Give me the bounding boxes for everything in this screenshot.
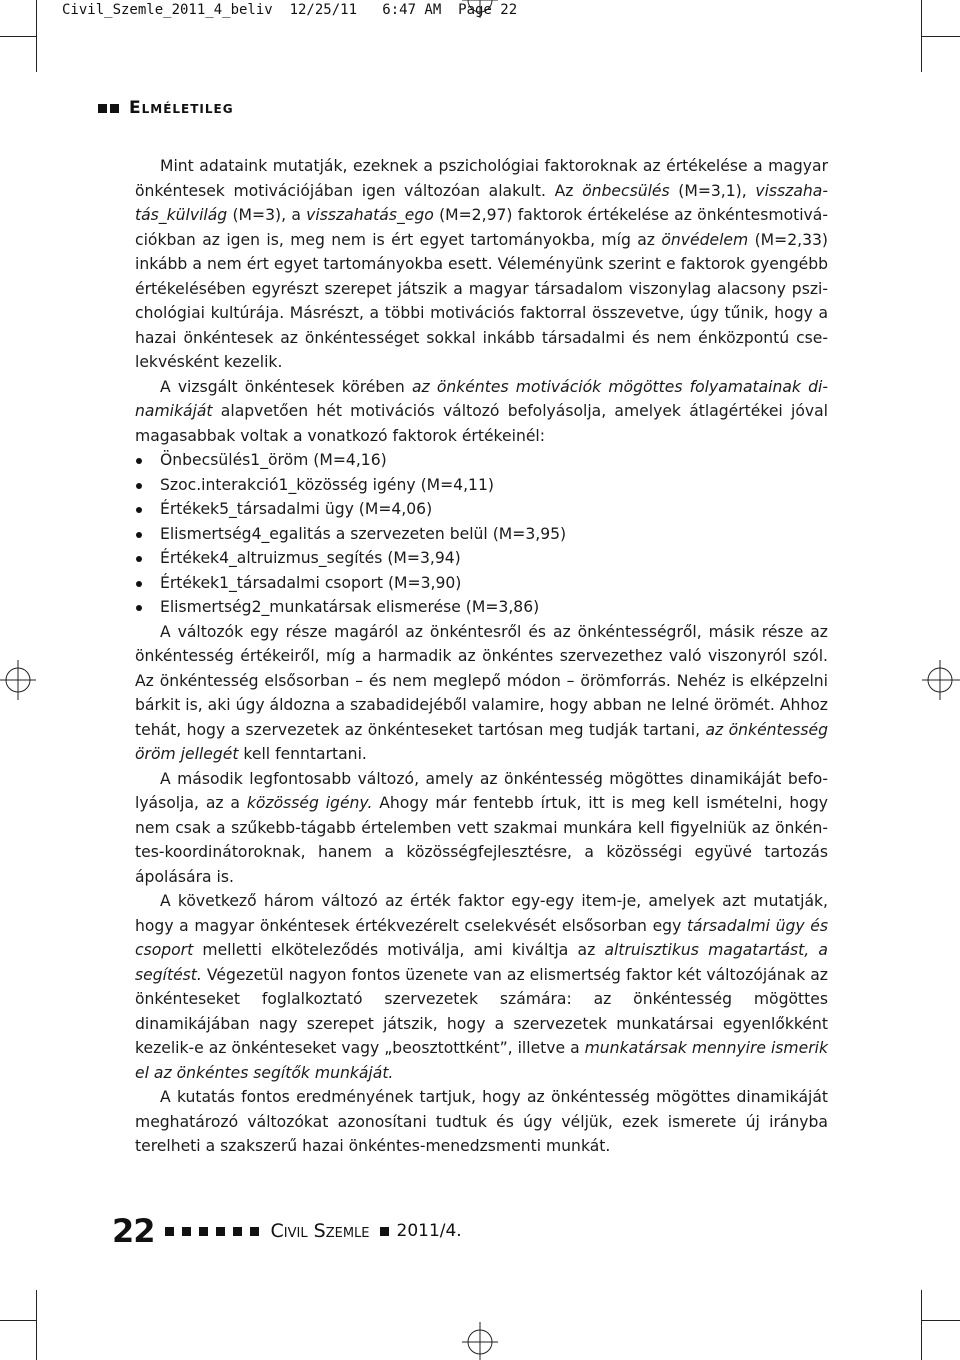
emphasized-text: önvédelem — [661, 230, 749, 249]
bullet-item: Értékek5_társadalmi ügy (M=4,06) — [135, 497, 828, 522]
text-run: (M=2,33) inkább a nem ért egyet tartományokba esett. Véleményünk szerint e faktorok gyengébb értékelésében egyrészt szerepet játszik a magyar társadalom viszonylag alacsony pszichológiai kultúrája. Másrészt, a többi motivációs faktorral összevetve, úgy tűnik, hogy a hazai önkéntesek az önkéntességet sokkal inkább társadalmi és nem énközpontú cselekvésként kezelik. — [135, 230, 828, 371]
text-run: Végezetül nagyon fontos üzenete van az elismertség faktor két változójának az önkénteseket foglalkoztató szervezetek számára: az önkéntesség mögöttes dinamikájában nagy szerepet játszik, hogy a szervezetek munkatársai egyenlőkként kezelik-e az önkénteseket vagy „beosztottként”, illetve a — [135, 965, 828, 1057]
text-run: melletti elköteleződés motiválja, ami kiváltja az — [193, 941, 605, 959]
text-run: (M=3), a — [227, 206, 307, 224]
text-run: A következő három változó az érték faktor egy-egy item-je, amelyek azt mutatják, hogy a magyar önkéntesek értékvezérelt cselekvését elsősorban egy — [135, 892, 828, 935]
bullet-item: Elismertség2_munkatársak elismerése (M=3,86) — [135, 595, 828, 620]
crop-mark-bottom-left-horizontal — [0, 1320, 36, 1321]
paragraph — [135, 154, 828, 375]
bullet-list — [135, 448, 828, 620]
header-square-icon — [110, 104, 119, 113]
section-title: Elméletileg — [129, 98, 234, 118]
crop-mark-bottom-right-horizontal — [922, 1320, 960, 1321]
text-run: Ahogy már fentebb írtuk, itt is meg kell ismételni, hogy nem csak a szűkebb-tágabb értelemben vett szakmai munkára kell figyelniük az önkéntes-koordinátoroknak, hanem a közösségfejlesztésre, a közösségi együvé tartozás ápolására is. — [135, 794, 828, 886]
text-run: (M=3,1), — [669, 181, 756, 200]
article-body — [135, 154, 828, 1159]
text-run: (M=2,97) faktorok értékelése az önkéntesmotivációkban az igen is, meg nem is ért egyet tartományokba, míg az — [135, 206, 828, 249]
section-header — [98, 98, 234, 118]
footer-square-icon — [250, 1227, 259, 1236]
footer-square-icon — [216, 1227, 225, 1236]
journal-name: Civil Szemle — [270, 1220, 370, 1242]
crop-mark-bottom-left-vertical — [36, 1290, 37, 1360]
paragraph — [135, 767, 828, 890]
footer-square-icon — [165, 1227, 174, 1236]
paragraphs-before-list — [135, 154, 828, 448]
bullet-item: Elismertség4_egalitás a szervezeten belül (M=3,95) — [135, 522, 828, 547]
crop-mark-top-left-vertical — [36, 0, 37, 72]
bullet-item: Önbecsülés1_öröm (M=4,16) — [135, 448, 828, 473]
registration-mark-top — [462, 0, 498, 18]
bullet-item: Értékek4_altruizmus_segítés (M=3,94) — [135, 546, 828, 571]
registration-mark-left — [0, 660, 36, 700]
emphasized-text: munkatársak mennyire ismerik el az önkéntes segítők munkáját. — [135, 1039, 828, 1082]
footer-square-icon — [233, 1227, 242, 1236]
print-slug: Civil_Szemle_2011_4_beliv 12/25/11 6:47 AM Page 22 — [62, 2, 518, 18]
bullet-item: Szoc.interakció1_közösség igény (M=4,11) — [135, 473, 828, 498]
text-run: A második legfontosabb változó, amely az önkéntesség mögöttes dinamikáját befolyásolja, az a — [135, 769, 828, 812]
page-number: 22 — [112, 1212, 155, 1250]
registration-mark-right — [922, 660, 960, 700]
text-run: kell fenntartani. — [238, 745, 367, 763]
registration-mark-bottom — [462, 1322, 498, 1360]
crop-mark-top-right-horizontal — [922, 36, 960, 37]
emphasized-text: az önkéntes motivációk mögöttes folyamatainak dinamikáját — [135, 377, 828, 420]
text-run: Mint adataink mutatják, ezeknek a pszichológiai faktoroknak az értékelése a magyar önkéntesek motivációjában igen változóan alakult. Az — [135, 157, 828, 200]
issue-number: 2011/4. — [396, 1221, 462, 1241]
paragraphs-after-list — [135, 620, 828, 1159]
emphasized-text: önbecsülés — [582, 181, 670, 200]
footer-square-icon — [380, 1227, 389, 1236]
page-footer — [112, 1212, 462, 1250]
emphasized-text: társadalmi ügy és csoport — [135, 916, 829, 959]
text-run: alapvetően hét motivációs változó befolyásolja, amelyek átlagértékei jóval magasabbak voltak a vonatkozó faktorok értékeinél: — [135, 402, 828, 445]
bullet-item: Értékek1_társadalmi csoport (M=3,90) — [135, 571, 828, 596]
emphasized-text: az önkéntesség öröm jellegét — [135, 720, 828, 763]
text-run: A kutatás fontos eredményének tartjuk, hogy az önkéntesség mögöttes dinamikáját meghatározó változókat azonosítani tudtuk és úgy véljük, ezek ismerete új irányba terelheti a szakszerű hazai önkéntes-menedzsmenti munkát. — [135, 1088, 828, 1155]
emphasized-text: visszahatás_külvilág — [135, 181, 829, 224]
paragraph — [135, 1085, 828, 1159]
crop-mark-bottom-right-vertical — [921, 1290, 922, 1360]
crop-mark-top-left-horizontal — [0, 36, 36, 37]
paragraph — [135, 375, 828, 449]
paragraph — [135, 889, 828, 1085]
paragraph — [135, 620, 828, 767]
emphasized-text: visszahatás_ego — [306, 206, 434, 224]
emphasized-text: közösség igény. — [246, 794, 373, 812]
text-run: A változók egy része magáról az önkéntesről és az önkéntességről, másik része az önkéntesség értékeiről, míg a harmadik az önkéntes szervezethez való viszonyról szól. Az önkéntesség elsősorban – és nem meglepő módon – örömforrás. Nehéz is elképzelni bárkit is, aki úgy áldozna a szabadidejéből valamire, hogy abban ne lelné örömét. Ahhoz tehát, hogy a szervezetek az önkénteseket tartósan meg tudják tartani, — [135, 622, 828, 739]
text-run: A vizsgált önkéntesek körében — [160, 377, 412, 396]
emphasized-text: altruisztikus magatartást, a segítést. — [135, 941, 828, 984]
footer-square-icon — [182, 1227, 191, 1236]
header-square-icon — [98, 104, 107, 113]
footer-square-icon — [199, 1227, 208, 1236]
